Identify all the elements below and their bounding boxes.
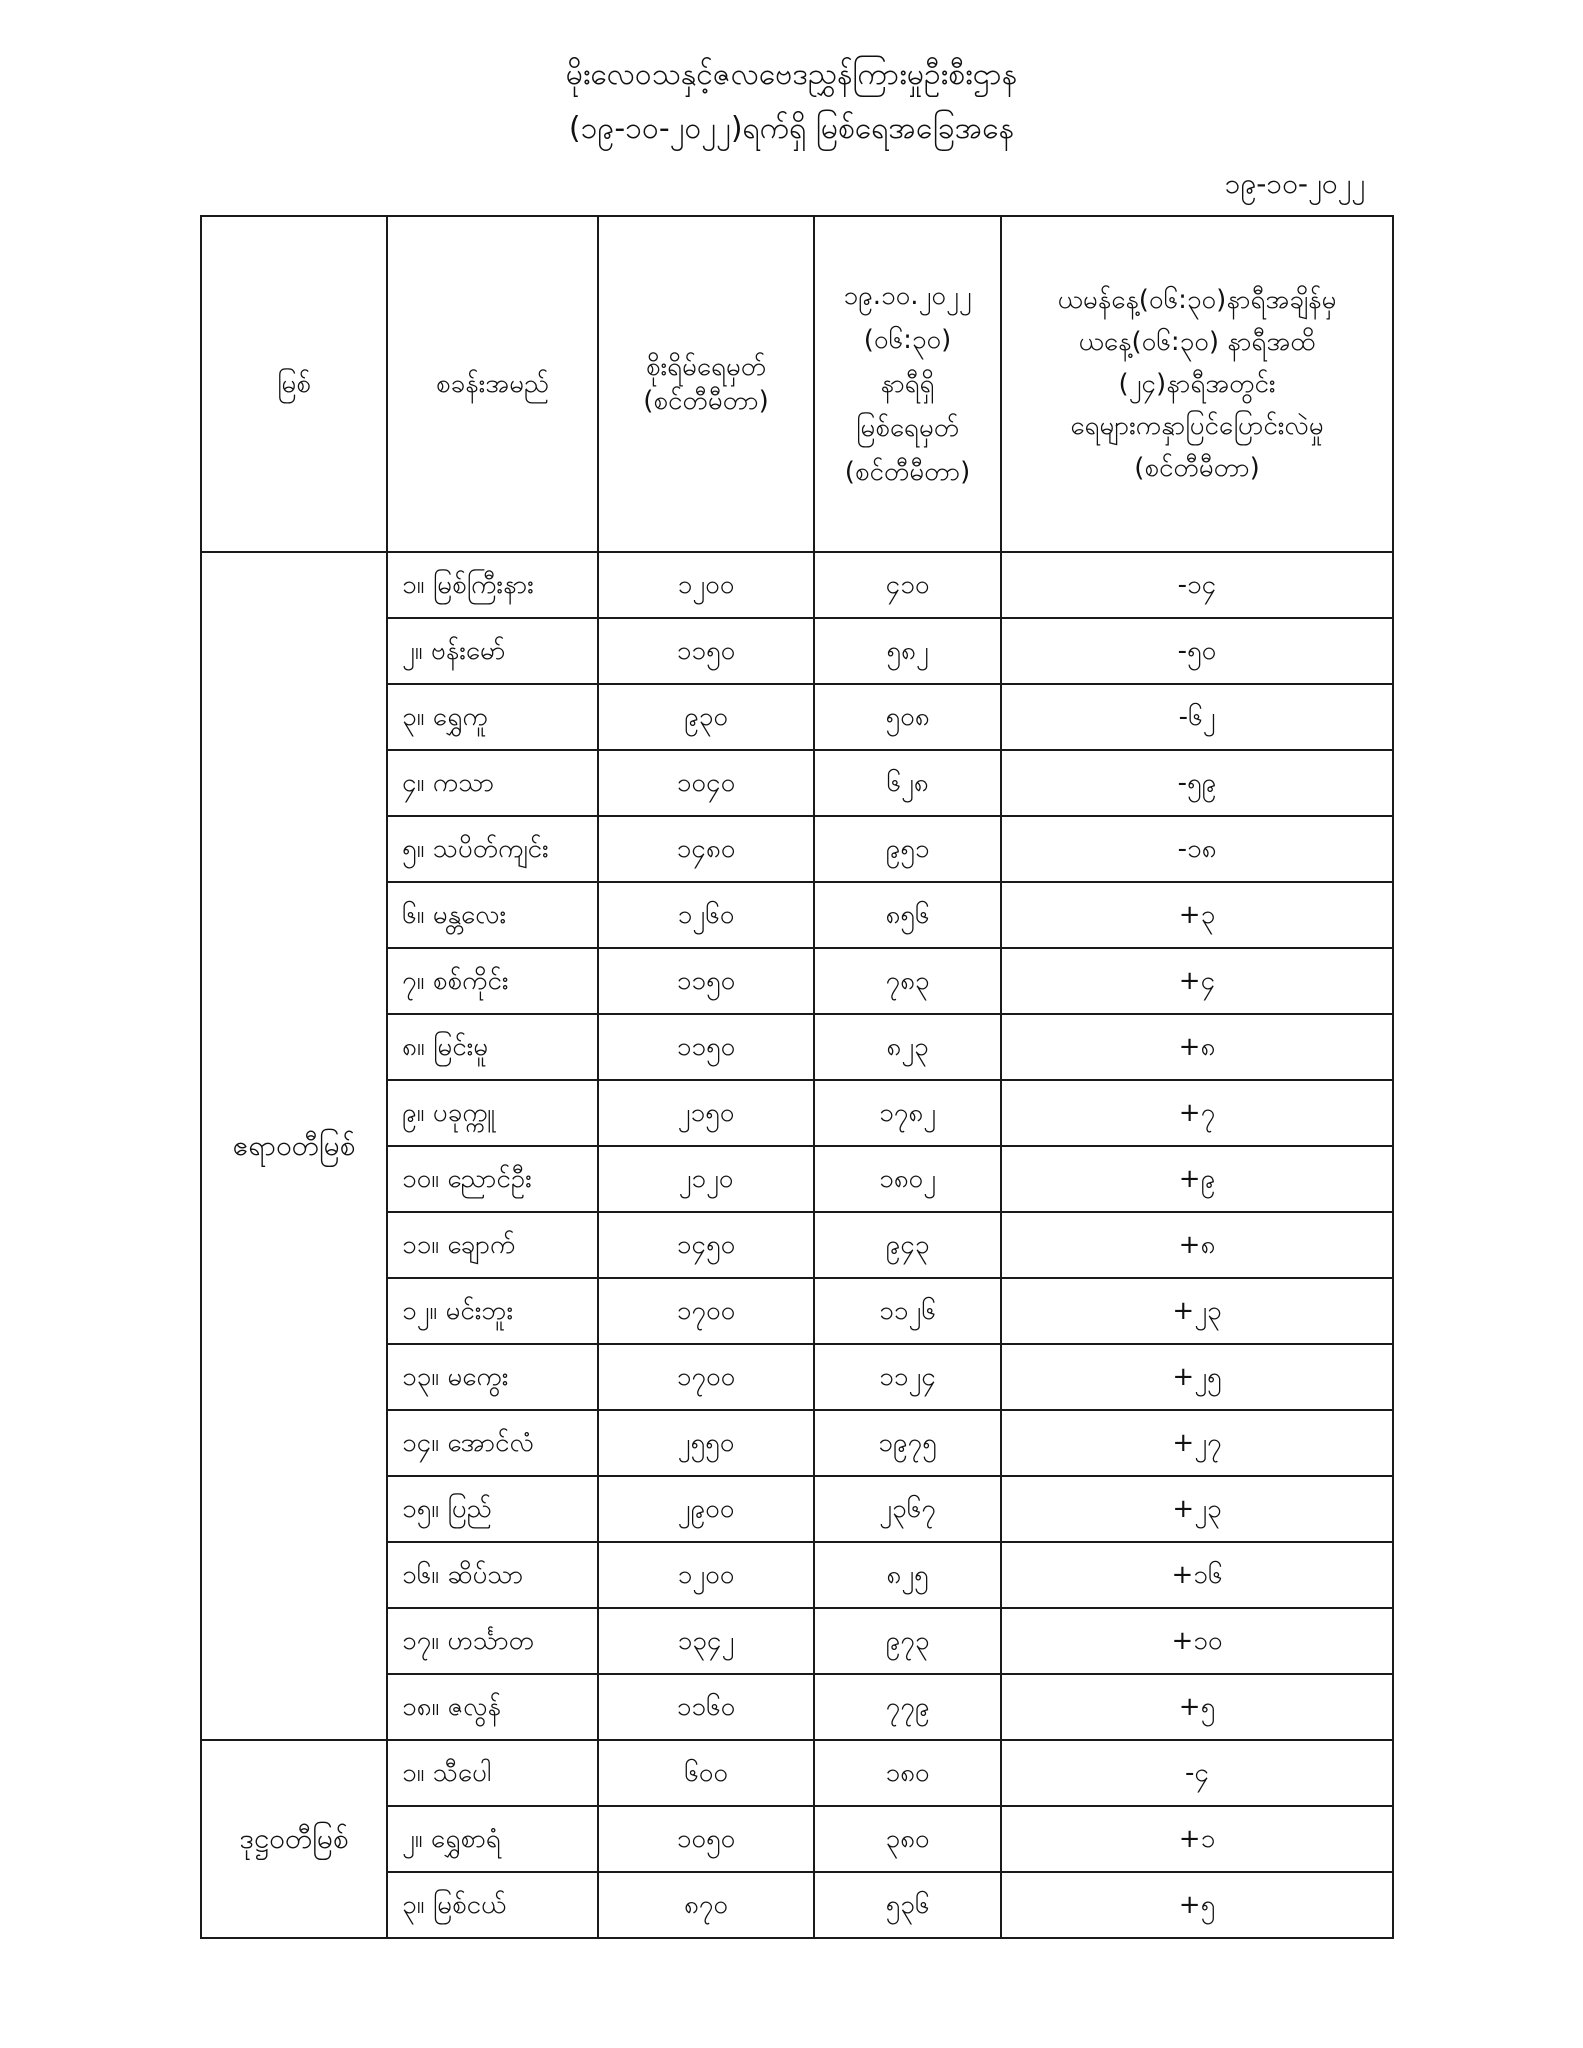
- station-name-cell: ၂။ ဗန်းမော်: [387, 618, 598, 684]
- station-name-cell: ၁၅။ ပြည်: [387, 1476, 598, 1542]
- station-name-cell: ၆။ မန္တလေး: [387, 882, 598, 948]
- danger-level-cell: ၈၇၀: [598, 1872, 814, 1938]
- station-name-cell: ၂။ ရွှေစာရံ: [387, 1806, 598, 1872]
- page-subtitle: (၁၉-၁၀-၂၀၂၂)ရက်ရှိ မြစ်ရေအခြေအနေ: [568, 111, 1015, 146]
- level-change-cell: -၅၉: [1001, 750, 1393, 816]
- station-name-cell: ၅။ သပိတ်ကျင်း: [387, 816, 598, 882]
- danger-level-cell: ၂၁၅၀: [598, 1080, 814, 1146]
- danger-level-cell: ၁၁၅၀: [598, 948, 814, 1014]
- station-name-cell: ၁၈။ ဇလွန်: [387, 1674, 598, 1740]
- header-change-line: ယမန်နေ့(၀၆:၃၀)နာရီအချိန်မှ: [1057, 285, 1337, 315]
- danger-level-cell: ၁၀၄၀: [598, 750, 814, 816]
- current-level-cell: ၈၂၅: [814, 1542, 1001, 1608]
- danger-level-cell: ၁၇၀၀: [598, 1278, 814, 1344]
- level-change-cell: +၂၃: [1001, 1476, 1393, 1542]
- danger-level-cell: ၁၁၆၀: [598, 1674, 814, 1740]
- table-row: [201, 1740, 1393, 1806]
- current-level-cell: ၁၈၀၂: [814, 1146, 1001, 1212]
- danger-level-cell: ၂၅၅၀: [598, 1410, 814, 1476]
- current-level-cell: ၂၃၆၇: [814, 1476, 1001, 1542]
- level-change-cell: -၁၈: [1001, 816, 1393, 882]
- header-level-change: [1001, 216, 1393, 552]
- station-name-cell: ၄။ ကသာ: [387, 750, 598, 816]
- danger-level-cell: ၂၉၀၀: [598, 1476, 814, 1542]
- level-change-cell: +၂၃: [1001, 1278, 1393, 1344]
- current-level-cell: ၅၃၆: [814, 1872, 1001, 1938]
- level-change-cell: +၃: [1001, 882, 1393, 948]
- report-date: ၁၉-၁၀-၂၀၂၂: [1224, 167, 1365, 200]
- river-name-cell: ဧရာဝတီမြစ်: [201, 552, 387, 1740]
- current-level-cell: ၈၅၆: [814, 882, 1001, 948]
- danger-level-cell: ၁၂၆၀: [598, 882, 814, 948]
- header-change-line: (စင်တီမီတာ): [1134, 453, 1260, 483]
- current-level-cell: ၄၁၀: [814, 552, 1001, 618]
- danger-level-cell: ၁၄၈၀: [598, 816, 814, 882]
- danger-level-cell: ၁၄၅၀: [598, 1212, 814, 1278]
- header-change-line: ယနေ့(၀၆:၃၀) နာရီအထိ: [1078, 327, 1316, 357]
- station-name-cell: ၈။ မြင်းမူ: [387, 1014, 598, 1080]
- current-level-cell: ၅၈၂: [814, 618, 1001, 684]
- level-change-cell: -၅၀: [1001, 618, 1393, 684]
- danger-level-cell: ၁၂၀၀: [598, 1542, 814, 1608]
- current-level-cell: ၉၇၃: [814, 1608, 1001, 1674]
- level-change-cell: +၈: [1001, 1014, 1393, 1080]
- level-change-cell: +၇: [1001, 1080, 1393, 1146]
- level-change-cell: +၅: [1001, 1872, 1393, 1938]
- danger-level-cell: ၁၃၄၂: [598, 1608, 814, 1674]
- current-level-cell: ၅၀၈: [814, 684, 1001, 750]
- current-level-cell: ၇၇၉: [814, 1674, 1001, 1740]
- station-name-cell: ၁၀။ ညောင်ဦး: [387, 1146, 598, 1212]
- danger-level-cell: ၁၁၅၀: [598, 618, 814, 684]
- table-row: [201, 552, 1393, 618]
- danger-level-cell: ၂၁၂၀: [598, 1146, 814, 1212]
- station-name-cell: ၁၆။ ဆိပ်သာ: [387, 1542, 598, 1608]
- level-change-cell: +၉: [1001, 1146, 1393, 1212]
- river-name-cell: ဒုဋ္ဌဝတီမြစ်: [201, 1740, 387, 1938]
- header-danger-level: စိုးရိမ်ရေမှတ် (စင်တီမီတာ): [598, 216, 814, 552]
- station-name-cell: ၁။ မြစ်ကြီးနား: [387, 552, 598, 618]
- table-body: [201, 552, 1393, 1938]
- level-change-cell: -၆၂: [1001, 684, 1393, 750]
- level-change-cell: +၂၇: [1001, 1410, 1393, 1476]
- danger-level-cell: ၁၁၅၀: [598, 1014, 814, 1080]
- level-change-cell: +၄: [1001, 948, 1393, 1014]
- header-current-level: ၁၉.၁၀.၂၀၂၂ (၀၆:၃၀) နာရီရှိ မြစ်ရေမှတ် (စင်တီမီတာ): [814, 216, 1001, 552]
- danger-level-cell: ၆၀၀: [598, 1740, 814, 1806]
- current-level-cell: ၇၈၃: [814, 948, 1001, 1014]
- station-name-cell: ၁၂။ မင်းဘူး: [387, 1278, 598, 1344]
- danger-level-cell: ၁၇၀၀: [598, 1344, 814, 1410]
- level-change-cell: +၁၀: [1001, 1608, 1393, 1674]
- station-name-cell: ၇။ စစ်ကိုင်း: [387, 948, 598, 1014]
- current-level-cell: ၆၂၈: [814, 750, 1001, 816]
- current-level-cell: ၈၂၃: [814, 1014, 1001, 1080]
- level-change-cell: +၈: [1001, 1212, 1393, 1278]
- station-name-cell: ၁၄။ အောင်လံ: [387, 1410, 598, 1476]
- station-name-cell: ၉။ ပခုက္ကူ: [387, 1080, 598, 1146]
- level-change-cell: -၁၄: [1001, 552, 1393, 618]
- current-level-cell: ၁၈၀: [814, 1740, 1001, 1806]
- header-change-line: ရေများကနှာပြင်ပြောင်းလဲမှု: [1070, 411, 1324, 441]
- danger-level-cell: ၉၃၀: [598, 684, 814, 750]
- current-level-cell: ၁၁၂၆: [814, 1278, 1001, 1344]
- station-name-cell: ၁၇။ ဟင်္သာတ: [387, 1608, 598, 1674]
- current-level-cell: ၃၈၀: [814, 1806, 1001, 1872]
- level-change-cell: +၂၅: [1001, 1344, 1393, 1410]
- current-level-cell: ၉၅၁: [814, 816, 1001, 882]
- station-name-cell: ၁၃။ မကွေး: [387, 1344, 598, 1410]
- station-name-cell: ၁၁။ ချောက်: [387, 1212, 598, 1278]
- station-name-cell: ၃။ ရွှေကူ: [387, 684, 598, 750]
- header-river: မြစ်: [201, 216, 387, 552]
- current-level-cell: ၁၁၂၄: [814, 1344, 1001, 1410]
- danger-level-cell: ၁၂၀၀: [598, 552, 814, 618]
- level-change-cell: +၁: [1001, 1806, 1393, 1872]
- header-change-line: (၂၄)နာရီအတွင်း: [1118, 369, 1276, 399]
- river-water-level-table: [200, 215, 1394, 1939]
- table-header-row: [201, 216, 1393, 552]
- station-name-cell: ၃။ မြစ်ငယ်: [387, 1872, 598, 1938]
- page-title: မိုးလေဝသနှင့်ဇလဗေဒညွှန်ကြားမှုဦးစီးဌာန: [565, 57, 1018, 92]
- station-name-cell: ၁။ သီပေါ: [387, 1740, 598, 1806]
- header-station: စခန်းအမည်: [387, 216, 598, 552]
- level-change-cell: +၁၆: [1001, 1542, 1393, 1608]
- current-level-cell: ၉၄၃: [814, 1212, 1001, 1278]
- current-level-cell: ၁၇၈၂: [814, 1080, 1001, 1146]
- current-level-cell: ၁၉၇၅: [814, 1410, 1001, 1476]
- level-change-cell: -၄: [1001, 1740, 1393, 1806]
- level-change-cell: +၅: [1001, 1674, 1393, 1740]
- danger-level-cell: ၁၀၅၀: [598, 1806, 814, 1872]
